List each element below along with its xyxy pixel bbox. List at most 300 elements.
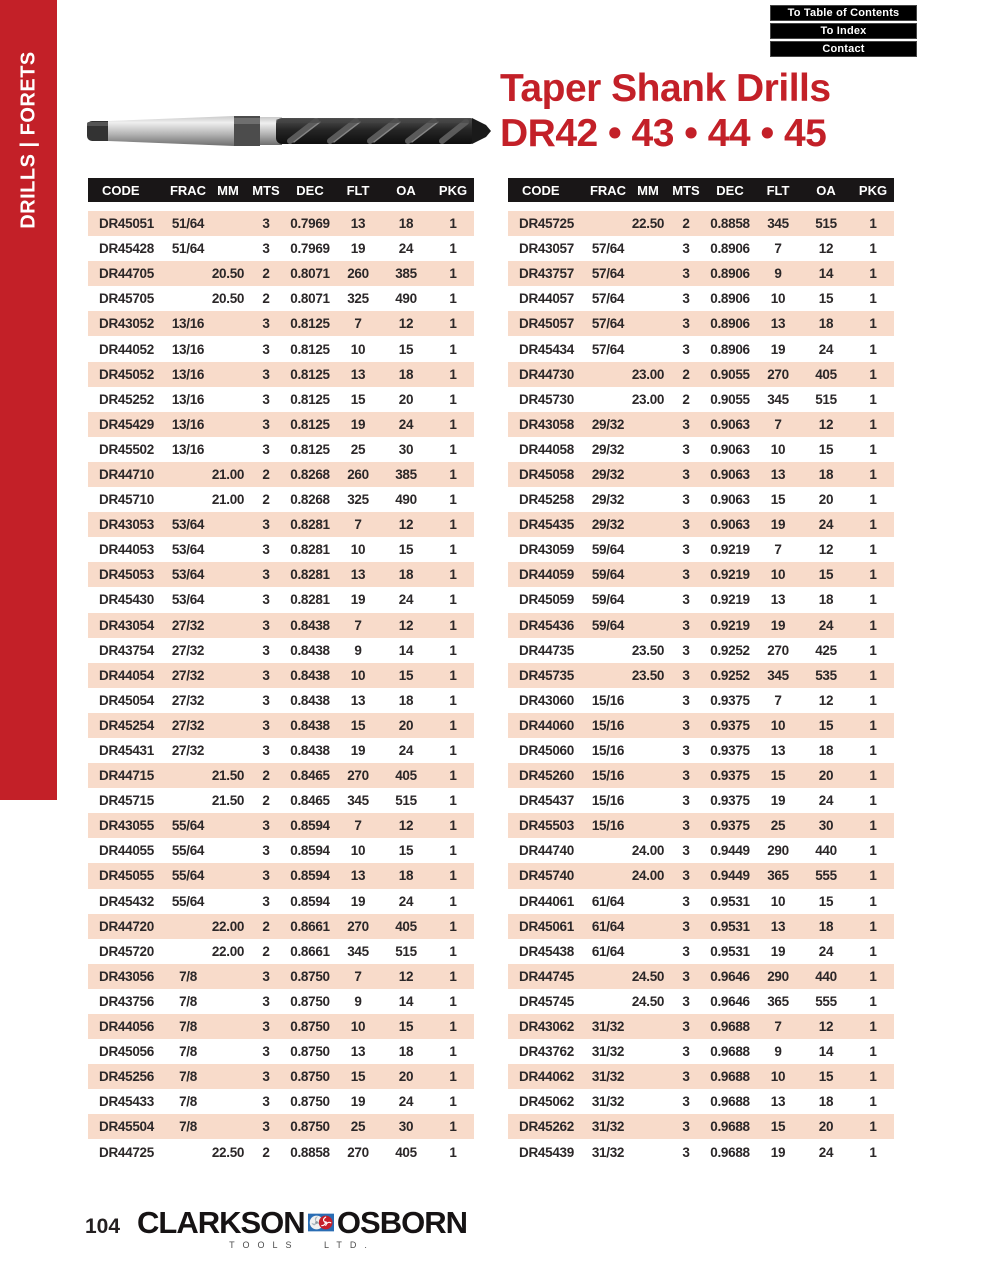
cell-mts: 3	[682, 893, 690, 909]
cell-dec: 0.8438	[290, 642, 330, 658]
table-row	[508, 562, 894, 587]
cell-pkg: 1	[869, 918, 877, 934]
cell-frac: 51/64	[171, 241, 205, 257]
table-row	[88, 587, 474, 612]
cell-mts: 2	[682, 366, 690, 382]
cell-pkg: 1	[449, 266, 457, 282]
cell-dec: 0.9688	[710, 1019, 750, 1035]
table-row	[88, 261, 474, 286]
cell-code: DR45720	[99, 943, 154, 959]
cell-mts: 3	[262, 542, 270, 558]
cell-pkg: 1	[449, 416, 457, 432]
cell-oa: 14	[398, 993, 414, 1009]
cell-code: DR45725	[519, 216, 574, 232]
cell-pkg: 1	[869, 517, 877, 533]
cell-mm: 23.50	[631, 667, 665, 683]
table-row	[508, 487, 894, 512]
table-row	[88, 1039, 474, 1064]
cell-mts: 3	[682, 1144, 690, 1160]
cell-mts: 3	[262, 843, 270, 859]
cell-flt: 9	[774, 266, 782, 282]
cell-frac: 13/16	[171, 341, 205, 357]
cell-flt: 19	[350, 1094, 366, 1110]
page-title	[500, 66, 831, 156]
cell-code: DR45503	[519, 818, 574, 834]
cell-code: DR45055	[99, 868, 154, 884]
cell-dec: 0.8661	[290, 918, 330, 934]
cell-mts: 3	[262, 1119, 270, 1135]
cell-pkg: 1	[449, 1094, 457, 1110]
cell-code: DR43059	[519, 542, 574, 558]
cell-dec: 0.8438	[290, 667, 330, 683]
cell-flt: 15	[770, 492, 786, 508]
cell-mm: 21.00	[211, 492, 245, 508]
cell-mts: 3	[262, 341, 270, 357]
cell-mm: 21.50	[211, 768, 245, 784]
cell-flt: 10	[770, 567, 786, 583]
cell-code: DR45060	[519, 743, 574, 759]
cell-code: DR45053	[99, 567, 154, 583]
cell-frac: 57/64	[591, 341, 625, 357]
cell-pkg: 1	[449, 466, 457, 482]
table-row	[508, 336, 894, 361]
cell-dec: 0.8125	[290, 316, 330, 332]
cell-code: DR45429	[99, 416, 154, 432]
cell-mts: 3	[682, 843, 690, 859]
cell-mts: 2	[262, 768, 270, 784]
cell-frac: 31/32	[591, 1094, 625, 1110]
cell-frac: 13/16	[171, 441, 205, 457]
cell-mts: 3	[682, 266, 690, 282]
cell-oa: 490	[395, 492, 417, 508]
cell-dec: 0.8594	[290, 893, 330, 909]
cell-flt: 9	[774, 1044, 782, 1060]
cell-flt: 19	[770, 341, 786, 357]
cell-code: DR45431	[99, 743, 154, 759]
cell-code: DR44730	[519, 366, 574, 382]
cell-oa: 12	[398, 968, 414, 984]
cell-oa: 18	[818, 1094, 834, 1110]
cell-dec: 0.9219	[710, 567, 750, 583]
cell-dec: 0.8438	[290, 692, 330, 708]
cell-pkg: 1	[869, 642, 877, 658]
clarkson-osborn-blades-icon	[308, 1207, 334, 1238]
cell-oa: 12	[398, 818, 414, 834]
table-row	[508, 788, 894, 813]
cell-frac: 7/8	[179, 993, 197, 1009]
cell-code: DR44059	[519, 567, 574, 583]
cell-frac: 31/32	[591, 1144, 625, 1160]
cell-flt: 13	[350, 1044, 366, 1060]
table-row	[508, 838, 894, 863]
cell-flt: 19	[770, 1144, 786, 1160]
cell-code: DR45502	[99, 441, 154, 457]
cell-pkg: 1	[449, 667, 457, 683]
cell-pkg: 1	[449, 968, 457, 984]
cell-dec: 0.8858	[710, 216, 750, 232]
cell-code: DR44745	[519, 968, 574, 984]
cell-oa: 20	[818, 768, 834, 784]
cell-frac: 61/64	[591, 893, 625, 909]
cell-oa: 15	[818, 893, 834, 909]
cell-frac: 31/32	[591, 1044, 625, 1060]
cell-mts: 3	[682, 466, 690, 482]
cell-flt: 7	[774, 241, 782, 257]
cell-oa: 405	[395, 918, 417, 934]
cell-oa: 440	[815, 843, 837, 859]
cell-oa: 18	[398, 366, 414, 382]
cell-oa: 15	[818, 717, 834, 733]
cell-code: DR45435	[519, 517, 574, 533]
table-header-row	[508, 178, 894, 202]
cell-flt: 13	[770, 316, 786, 332]
cell-mts: 3	[262, 667, 270, 683]
cell-mts: 3	[262, 1019, 270, 1035]
table-row	[88, 939, 474, 964]
column-header-frac: FRAC	[589, 182, 627, 198]
column-header-frac: FRAC	[169, 182, 207, 198]
cell-oa: 20	[398, 1069, 414, 1085]
cell-dec: 0.8071	[290, 266, 330, 282]
cell-oa: 14	[818, 1044, 834, 1060]
cell-oa: 515	[395, 943, 417, 959]
column-header-flt: FLT	[346, 182, 370, 198]
cell-oa: 515	[815, 216, 837, 232]
cell-flt: 7	[354, 617, 362, 633]
cell-dec: 0.8281	[290, 567, 330, 583]
cell-mts: 3	[262, 717, 270, 733]
cell-dec: 0.8125	[290, 416, 330, 432]
table-row	[88, 562, 474, 587]
cell-code: DR45438	[519, 943, 574, 959]
cell-flt: 270	[347, 1144, 369, 1160]
cell-mts: 3	[682, 517, 690, 533]
cell-flt: 19	[770, 943, 786, 959]
cell-mts: 3	[262, 743, 270, 759]
cell-code: DR45061	[519, 918, 574, 934]
brand-osborn: OSBORN	[336, 1205, 467, 1240]
cell-dec: 0.8465	[290, 793, 330, 809]
cell-mts: 2	[262, 466, 270, 482]
table-header-row	[88, 178, 474, 202]
cell-dec: 0.9688	[710, 1094, 750, 1110]
cell-dec: 0.8906	[710, 341, 750, 357]
cell-oa: 18	[818, 592, 834, 608]
cell-dec: 0.9063	[710, 517, 750, 533]
cell-dec: 0.8125	[290, 366, 330, 382]
cell-pkg: 1	[869, 366, 877, 382]
cell-dec: 0.8750	[290, 968, 330, 984]
cell-dec: 0.9063	[710, 466, 750, 482]
table-row	[88, 462, 474, 487]
cell-mm: 24.00	[631, 868, 665, 884]
product-table-right	[508, 178, 894, 1165]
cell-mts: 3	[682, 993, 690, 1009]
cell-flt: 7	[354, 517, 362, 533]
cell-mts: 3	[682, 1069, 690, 1085]
cell-oa: 12	[398, 617, 414, 633]
cell-frac: 15/16	[591, 717, 625, 733]
cell-mts: 3	[682, 918, 690, 934]
column-header-code: CODE	[522, 182, 560, 198]
sidebar-drills-tab	[0, 0, 57, 800]
table-row	[508, 889, 894, 914]
cell-pkg: 1	[449, 567, 457, 583]
cell-mm: 20.50	[211, 266, 245, 282]
cell-mts: 3	[262, 241, 270, 257]
cell-flt: 10	[770, 441, 786, 457]
cell-code: DR45433	[99, 1094, 154, 1110]
cell-flt: 19	[350, 893, 366, 909]
cell-oa: 555	[815, 868, 837, 884]
table-row	[88, 211, 474, 236]
cell-pkg: 1	[869, 768, 877, 784]
cell-code: DR44058	[519, 441, 574, 457]
cell-dec: 0.7969	[290, 241, 330, 257]
cell-oa: 15	[818, 441, 834, 457]
cell-code: DR45062	[519, 1094, 574, 1110]
cell-dec: 0.9688	[710, 1144, 750, 1160]
cell-mts: 3	[262, 567, 270, 583]
cell-dec: 0.8750	[290, 1044, 330, 1060]
cell-pkg: 1	[869, 492, 877, 508]
cell-mts: 3	[262, 692, 270, 708]
cell-dec: 0.9375	[710, 692, 750, 708]
cell-mts: 3	[682, 717, 690, 733]
table-row	[88, 537, 474, 562]
cell-dec: 0.9219	[710, 592, 750, 608]
cell-frac: 27/32	[171, 617, 205, 633]
cell-pkg: 1	[869, 617, 877, 633]
cell-flt: 345	[347, 943, 369, 959]
cell-dec: 0.9531	[710, 893, 750, 909]
table-row	[88, 1139, 474, 1164]
column-header-dec: DEC	[296, 182, 324, 198]
cell-dec: 0.9646	[710, 993, 750, 1009]
cell-frac: 59/64	[591, 542, 625, 558]
cell-code: DR44705	[99, 266, 154, 282]
cell-oa: 20	[818, 492, 834, 508]
cell-oa: 18	[398, 567, 414, 583]
cell-pkg: 1	[449, 1019, 457, 1035]
cell-code: DR44056	[99, 1019, 154, 1035]
cell-dec: 0.9531	[710, 918, 750, 934]
cell-dec: 0.8906	[710, 241, 750, 257]
cell-pkg: 1	[449, 492, 457, 508]
cell-oa: 20	[398, 391, 414, 407]
cell-code: DR45254	[99, 717, 154, 733]
cell-dec: 0.8906	[710, 316, 750, 332]
cell-mts: 3	[262, 1044, 270, 1060]
cell-mm: 23.00	[631, 366, 665, 382]
cell-mts: 3	[682, 542, 690, 558]
cell-pkg: 1	[449, 1119, 457, 1135]
table-row	[88, 663, 474, 688]
cell-dec: 0.9063	[710, 441, 750, 457]
cell-pkg: 1	[869, 818, 877, 834]
cell-flt: 25	[770, 818, 786, 834]
cell-flt: 260	[347, 266, 369, 282]
cell-dec: 0.8906	[710, 291, 750, 307]
cell-pkg: 1	[869, 843, 877, 859]
cell-mts: 2	[262, 793, 270, 809]
cell-flt: 25	[350, 1119, 366, 1135]
table-row	[88, 487, 474, 512]
cell-oa: 24	[818, 793, 834, 809]
table-row	[88, 688, 474, 713]
table-row	[88, 1114, 474, 1139]
cell-mts: 3	[682, 818, 690, 834]
cell-oa: 24	[818, 617, 834, 633]
cell-dec: 0.8438	[290, 717, 330, 733]
cell-frac: 31/32	[591, 1019, 625, 1035]
cell-pkg: 1	[869, 592, 877, 608]
cell-frac: 53/64	[171, 517, 205, 533]
cell-code: DR45258	[519, 492, 574, 508]
cell-flt: 19	[350, 592, 366, 608]
cell-dec: 0.9375	[710, 793, 750, 809]
table-row	[508, 1089, 894, 1114]
cell-dec: 0.8906	[710, 266, 750, 282]
table-row	[88, 889, 474, 914]
cell-pkg: 1	[869, 466, 877, 482]
sidebar-label: DRILLS | FORETS	[17, 51, 39, 229]
cell-code: DR45710	[99, 492, 154, 508]
table-row	[88, 613, 474, 638]
cell-mts: 3	[262, 968, 270, 984]
cell-flt: 270	[767, 366, 789, 382]
cell-oa: 12	[818, 542, 834, 558]
cell-flt: 10	[770, 893, 786, 909]
cell-code: DR44054	[99, 667, 154, 683]
cell-mts: 3	[262, 818, 270, 834]
cell-pkg: 1	[869, 1019, 877, 1035]
cell-pkg: 1	[869, 1144, 877, 1160]
cell-flt: 270	[767, 642, 789, 658]
table-row	[508, 512, 894, 537]
cell-dec: 0.8750	[290, 1119, 330, 1135]
cell-mts: 3	[682, 492, 690, 508]
cell-flt: 13	[770, 743, 786, 759]
cell-flt: 345	[347, 793, 369, 809]
cell-flt: 7	[774, 692, 782, 708]
cell-frac: 7/8	[179, 1094, 197, 1110]
cell-mm: 23.00	[631, 391, 665, 407]
cell-flt: 13	[350, 868, 366, 884]
cell-flt: 15	[770, 1119, 786, 1135]
table-row	[88, 788, 474, 813]
cell-oa: 12	[818, 692, 834, 708]
cell-code: DR45262	[519, 1119, 574, 1135]
table-row	[508, 813, 894, 838]
cell-frac: 15/16	[591, 818, 625, 834]
cell-mts: 3	[682, 868, 690, 884]
cell-pkg: 1	[449, 943, 457, 959]
table-row	[88, 311, 474, 336]
table-row	[508, 1039, 894, 1064]
cell-code: DR44062	[519, 1069, 574, 1085]
cell-pkg: 1	[869, 692, 877, 708]
cell-frac: 53/64	[171, 542, 205, 558]
cell-oa: 425	[815, 642, 837, 658]
table-row	[88, 512, 474, 537]
nav-button-contact[interactable]: Contact	[770, 41, 917, 57]
cell-frac: 27/32	[171, 743, 205, 759]
cell-dec: 0.8281	[290, 517, 330, 533]
cell-oa: 405	[395, 1144, 417, 1160]
cell-mts: 3	[682, 441, 690, 457]
cell-oa: 18	[398, 868, 414, 884]
cell-dec: 0.9375	[710, 717, 750, 733]
table-row	[508, 236, 894, 261]
cell-code: DR45745	[519, 993, 574, 1009]
nav-button-table-of-contents[interactable]: To Table of Contents	[770, 5, 917, 21]
cell-mts: 2	[262, 266, 270, 282]
cell-mm: 24.00	[631, 843, 665, 859]
cell-mts: 3	[682, 943, 690, 959]
cell-flt: 325	[347, 291, 369, 307]
cell-mts: 3	[262, 893, 270, 909]
cell-code: DR43053	[99, 517, 154, 533]
cell-pkg: 1	[449, 793, 457, 809]
cell-flt: 7	[354, 818, 362, 834]
cell-flt: 325	[347, 492, 369, 508]
cell-oa: 515	[815, 391, 837, 407]
cell-mts: 2	[262, 291, 270, 307]
cell-oa: 12	[398, 517, 414, 533]
cell-dec: 0.8281	[290, 592, 330, 608]
cell-oa: 30	[818, 818, 834, 834]
cell-pkg: 1	[449, 542, 457, 558]
cell-code: DR45504	[99, 1119, 154, 1135]
nav-button-index[interactable]: To Index	[770, 23, 917, 39]
table-row	[88, 336, 474, 361]
cell-frac: 29/32	[591, 416, 625, 432]
cell-pkg: 1	[869, 1069, 877, 1085]
cell-dec: 0.8465	[290, 768, 330, 784]
column-header-pkg: PKG	[438, 182, 468, 198]
cell-mm: 21.50	[211, 793, 245, 809]
cell-flt: 25	[350, 441, 366, 457]
cell-oa: 24	[818, 1144, 834, 1160]
cell-frac: 13/16	[171, 366, 205, 382]
cell-frac: 27/32	[171, 717, 205, 733]
cell-code: DR43762	[519, 1044, 574, 1060]
cell-frac: 57/64	[591, 266, 625, 282]
cell-mts: 2	[262, 492, 270, 508]
cell-frac: 29/32	[591, 466, 625, 482]
cell-pkg: 1	[449, 768, 457, 784]
table-row	[508, 989, 894, 1014]
cell-pkg: 1	[869, 391, 877, 407]
cell-mts: 3	[682, 567, 690, 583]
cell-pkg: 1	[869, 968, 877, 984]
cell-flt: 365	[767, 868, 789, 884]
cell-oa: 12	[818, 241, 834, 257]
cell-frac: 57/64	[591, 241, 625, 257]
taper-shank-drill-photo	[86, 108, 491, 154]
table-row	[508, 863, 894, 888]
cell-oa: 14	[398, 642, 414, 658]
cell-pkg: 1	[869, 1094, 877, 1110]
cell-dec: 0.9688	[710, 1044, 750, 1060]
cell-oa: 440	[815, 968, 837, 984]
cell-frac: 55/64	[171, 843, 205, 859]
cell-oa: 18	[398, 216, 414, 232]
cell-frac: 13/16	[171, 391, 205, 407]
table-row	[508, 688, 894, 713]
cell-oa: 24	[398, 416, 414, 432]
